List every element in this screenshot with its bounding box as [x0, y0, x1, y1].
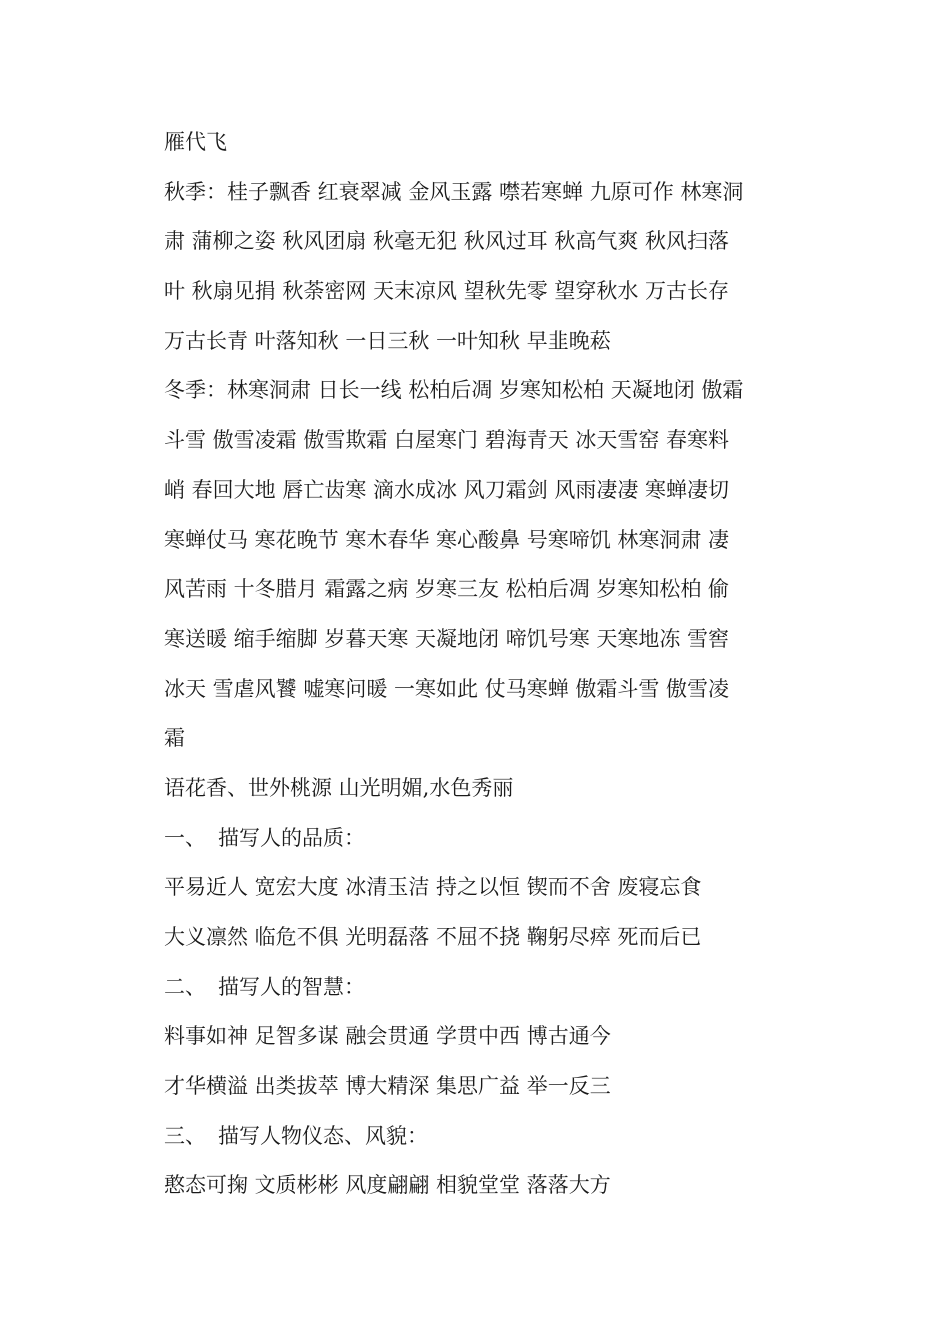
text-line: 憨态可掬 文质彬彬 风度翩翩 相貌堂堂 落落大方 [164, 1173, 611, 1198]
text-line: 秋季：桂子飘香 红衰翠减 金风玉露 噤若寒蝉 九原可作 林寒洞 [164, 179, 744, 204]
text-line: 叶 秋扇见捐 秋荼密网 天末凉风 望秋先零 望穿秋水 万古长存 [164, 279, 730, 304]
text-line: 大义凛然 临危不俱 光明磊落 不屈不挠 鞠躬尽瘁 死而后已 [164, 925, 702, 949]
section-heading [164, 1118, 784, 1168]
text-line: 肃 蒲柳之姿 秋风团扇 秋毫无犯 秋风过耳 秋高气爽 秋风扫落 [164, 229, 730, 254]
text-line: 平易近人 宽宏大度 冰清玉洁 持之以恒 锲而不舍 废寝忘食 [164, 875, 702, 900]
section-title: 描写人的智慧： [218, 974, 365, 999]
document-page [164, 124, 784, 1217]
text-line: 寒蝉仗马 寒花晚节 寒木春华 寒心酸鼻 号寒啼饥 林寒洞肃 凄 [164, 527, 730, 552]
section-number: 三、 [164, 1123, 206, 1148]
section-heading [164, 820, 784, 870]
text-line: 风苦雨 十冬腊月 霜露之病 岁寒三友 松柏后凋 岁寒知松柏 偷 [164, 577, 730, 602]
text-line: 寒送暖 缩手缩脚 岁暮天寒 天凝地闭 啼饥号寒 天寒地冻 雪窖 [164, 626, 730, 651]
text-line: 才华横溢 出类拔萃 博大精深 集思广益 举一反三 [164, 1074, 611, 1099]
text-line: 峭 春回大地 唇亡齿寒 滴水成冰 风刀霜剑 风雨凄凄 寒蝉凄切 [164, 477, 730, 502]
text-line: 雁代飞 [164, 130, 227, 154]
text-line: 冬季：林寒洞肃 日长一线 松柏后凋 岁寒知松柏 天凝地闭 傲霜 [164, 378, 744, 403]
section-number: 一、 [164, 825, 206, 850]
section-title: 描写人的品质： [218, 825, 365, 850]
text-line: 料事如神 足智多谋 融会贯通 学贯中西 博古通今 [164, 1024, 611, 1049]
text-line: 斗雪 傲雪凌霜 傲雪欺霜 白屋寒门 碧海青天 冰天雪窑 春寒料 [164, 428, 730, 453]
section-number: 二、 [164, 974, 206, 999]
text-line: 霜 [164, 726, 185, 751]
text-line: 冰天 雪虐风饕 嘘寒问暖 一寒如此 仗马寒蝉 傲霜斗雪 傲雪凌 [164, 676, 730, 701]
text-line: 万古长青 叶落知秋 一日三秋 一叶知秋 早韭晚菘 [164, 328, 611, 353]
text-line: 语花香、世外桃源 山光明媚,水色秀丽 [164, 775, 514, 800]
section-title: 描写人物仪态、风貌： [218, 1123, 428, 1148]
section-heading [164, 969, 784, 1019]
